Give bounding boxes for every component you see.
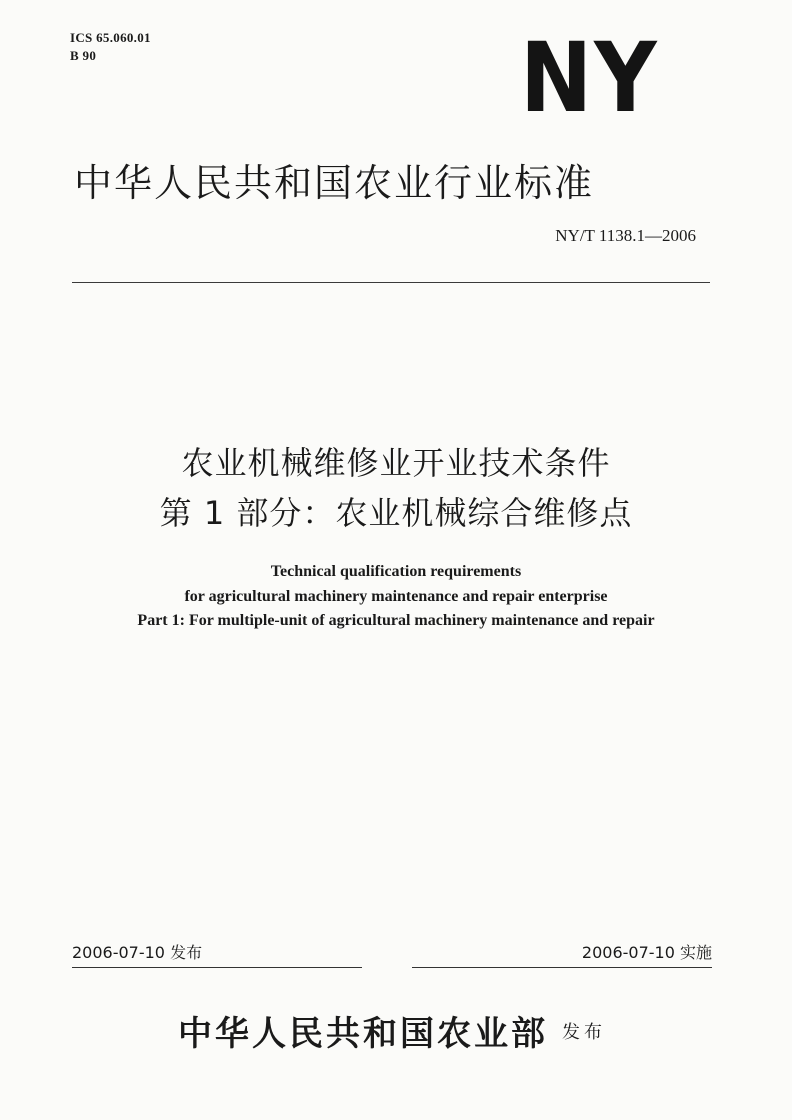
ny-logo: NY [520, 22, 659, 134]
classification-code: B 90 [70, 48, 97, 63]
document-title-cn-line2: 第 1 部分：农业机械综合维修点 [159, 494, 633, 532]
header-divider [72, 282, 710, 283]
implementation-date: 2006-07-10 实施 [412, 940, 712, 968]
ics-code: ICS 65.060.01 [70, 30, 151, 45]
document-title-en-line3: Part 1: For multiple-unit of agricultural machinery maintenance and repair [137, 612, 655, 629]
issue-date: 2006-07-10 发布 [72, 940, 362, 968]
issuing-authority: 中华人民共和国农业部 [178, 1014, 548, 1054]
document-title-en-line2: for agricultural machinery maintenance and repair enterprise [184, 588, 608, 605]
issued-label: 发布 [562, 1022, 606, 1043]
standard-number: NY/T 1138.1—2006 [555, 226, 696, 245]
document-title-cn-line1: 农业机械维修业开业技术条件 [181, 444, 611, 482]
document-title-en-line1: Technical qualification requirements [270, 563, 522, 580]
standard-category-title: 中华人民共和国农业行业标准 [74, 161, 595, 205]
